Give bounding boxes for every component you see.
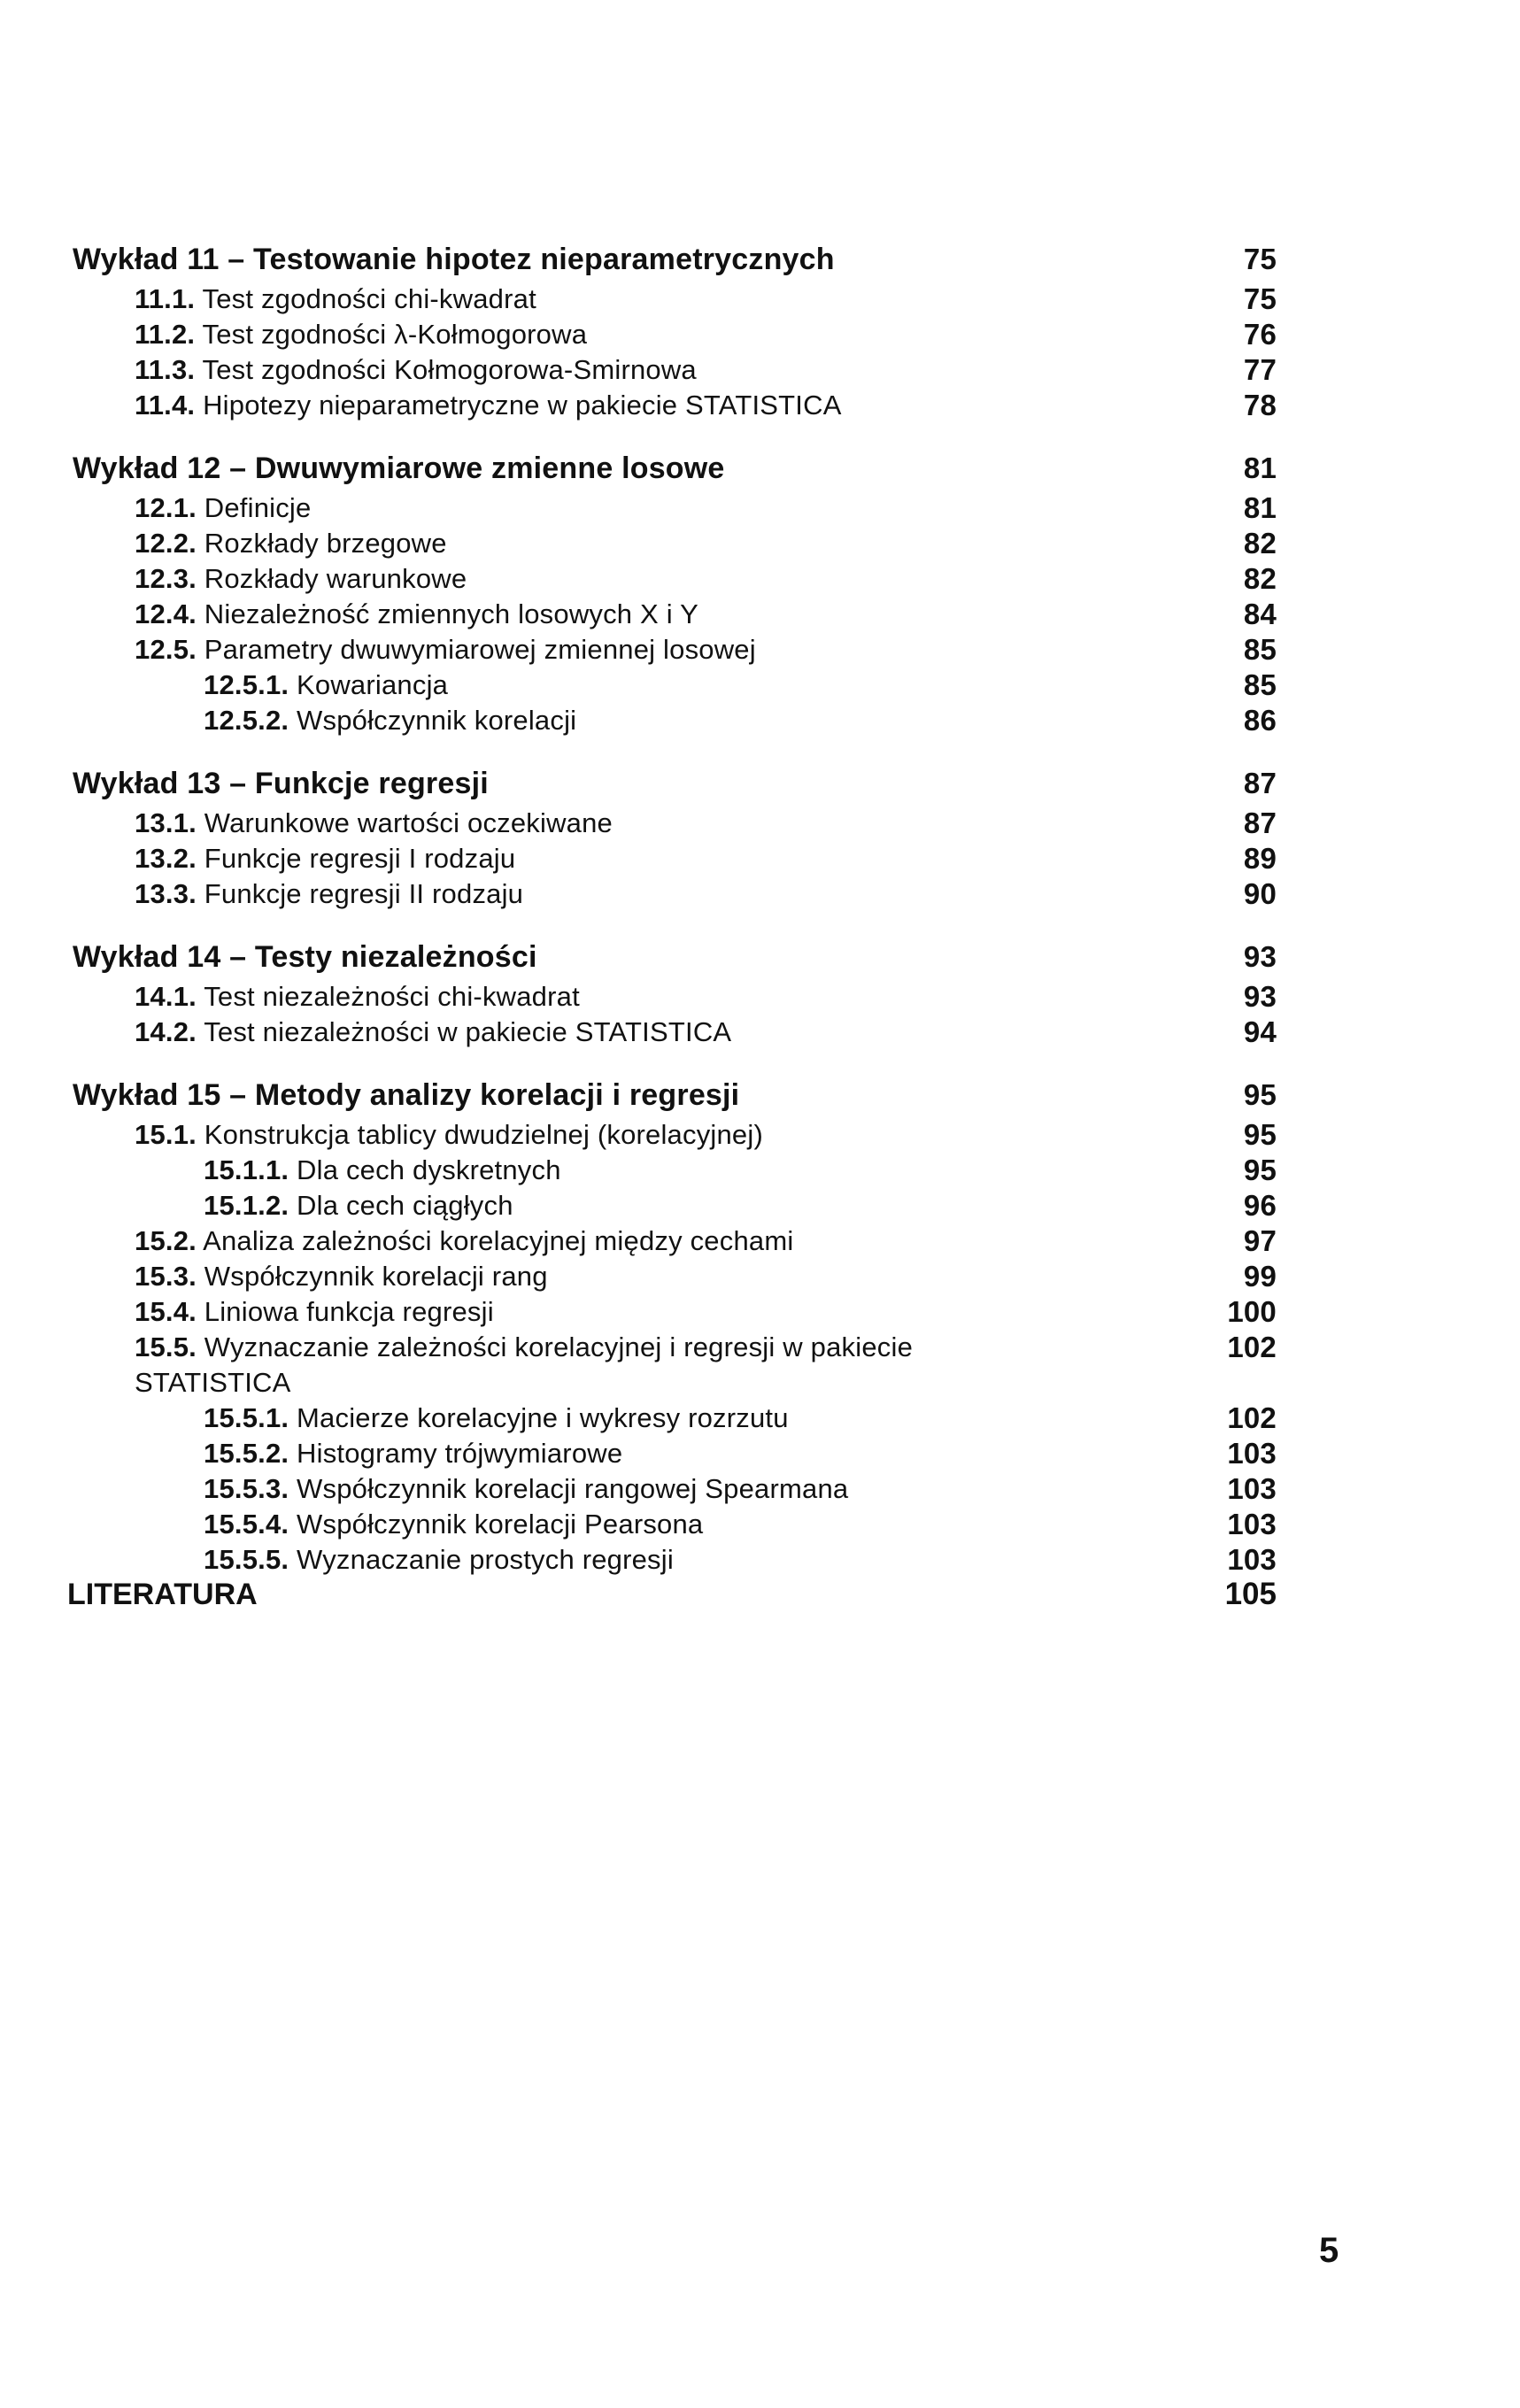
toc-entry-number: 12.5. <box>135 634 197 665</box>
toc-section <box>73 388 1277 423</box>
toc-subsection <box>73 1401 1277 1436</box>
toc-entry-title: Test niezależności chi-kwadrat <box>204 981 580 1012</box>
lecture-page: 93 <box>1243 940 1277 973</box>
toc-section <box>73 1294 1277 1330</box>
toc-entry-text <box>135 1330 1038 1401</box>
table-of-contents <box>73 237 1277 1601</box>
toc-lecture-heading <box>73 935 1277 979</box>
toc-entry-number: 15.5.2. <box>204 1438 289 1469</box>
toc-entry-title: Rozkłady brzegowe <box>204 528 447 559</box>
toc-entry-number: 13.2. <box>135 843 197 874</box>
lecture-title: Wykład 13 – Funkcje regresji <box>73 767 489 800</box>
toc-entry-text <box>135 979 580 1015</box>
toc-entry-page: 96 <box>1243 1189 1277 1222</box>
toc-entry-page: 86 <box>1243 704 1277 737</box>
toc-section <box>73 1015 1277 1050</box>
toc-section <box>73 1117 1277 1153</box>
toc-entry-page: 100 <box>1227 1295 1277 1328</box>
toc-entry-title: Hipotezy nieparametryczne w pakiecie STATISTICA <box>203 390 842 421</box>
toc-entry-title: Współczynnik korelacji <box>297 705 577 736</box>
toc-section <box>73 841 1277 876</box>
toc-entry-page: 102 <box>1227 1401 1277 1434</box>
toc-entry-number: 12.3. <box>135 563 197 594</box>
toc-lecture-block <box>73 935 1277 1050</box>
toc-entry-title: Współczynnik korelacji rangowej Spearmana <box>297 1473 849 1504</box>
toc-entry-page: 77 <box>1243 353 1277 386</box>
toc-entry-page: 76 <box>1243 318 1277 351</box>
toc-entry-number: 11.3. <box>135 354 196 385</box>
toc-entry-text <box>135 841 515 876</box>
toc-subsection <box>73 703 1277 738</box>
toc-entry-title: Test niezależności w pakiecie STATISTICA <box>204 1016 732 1047</box>
toc-entry-text <box>135 876 523 912</box>
toc-entry-text <box>204 1436 622 1471</box>
toc-lecture-block <box>73 446 1277 738</box>
toc-section <box>73 561 1277 597</box>
toc-section <box>73 352 1277 388</box>
toc-entry-page: 90 <box>1243 877 1277 910</box>
toc-section <box>73 1223 1277 1259</box>
toc-subsection <box>73 1188 1277 1223</box>
toc-entry-title: Histogramy trójwymiarowe <box>297 1438 623 1469</box>
lecture-page: 81 <box>1243 452 1277 484</box>
toc-section <box>73 979 1277 1015</box>
toc-lecture-block <box>73 1073 1277 1578</box>
toc-entry-page: 95 <box>1243 1154 1277 1186</box>
toc-subsection <box>73 1507 1277 1542</box>
toc-entry-title: Warunkowe wartości oczekiwane <box>204 807 613 838</box>
toc-entry-page: 89 <box>1243 842 1277 875</box>
toc-entry-number: 11.2. <box>135 319 196 350</box>
toc-entry-title: Współczynnik korelacji rang <box>204 1261 548 1292</box>
lecture-title: Wykład 14 – Testy niezależności <box>73 940 537 974</box>
toc-entry-title: Funkcje regresji II rodzaju <box>204 878 524 909</box>
toc-entry-text <box>135 526 447 561</box>
toc-entry-number: 11.4. <box>135 390 196 421</box>
toc-entry-page: 102 <box>1227 1331 1277 1363</box>
toc-entry-number: 12.1. <box>135 492 197 523</box>
toc-entry-page: 85 <box>1243 633 1277 666</box>
toc-entry-number: 15.5.4. <box>204 1509 289 1540</box>
toc-entry-number: 12.5.2. <box>204 705 289 736</box>
toc-section <box>73 597 1277 632</box>
toc-entry-title: Test zgodności chi-kwadrat <box>202 283 536 314</box>
toc-entry-text <box>135 352 697 388</box>
toc-entry-text <box>135 388 842 423</box>
toc-entry-page: 87 <box>1243 807 1277 839</box>
toc-entry-number: 13.1. <box>135 807 197 838</box>
toc-section <box>73 876 1277 912</box>
toc-entry-title: Dla cech ciągłych <box>297 1190 513 1221</box>
toc-entry-number: 15.4. <box>135 1296 197 1327</box>
toc-entry-literature <box>67 1571 1277 1617</box>
toc-entry-page: 85 <box>1243 668 1277 701</box>
toc-section <box>73 526 1277 561</box>
toc-entry-number: 15.2. <box>135 1225 197 1256</box>
toc-entry-text <box>204 1507 703 1542</box>
toc-section <box>73 1330 1277 1401</box>
toc-entry-title: Kowariancja <box>297 669 449 700</box>
toc-entry-page: 78 <box>1243 389 1277 421</box>
toc-entry-page: 75 <box>1243 282 1277 315</box>
toc-subsection <box>73 668 1277 703</box>
toc-entry-title: Analiza zależności korelacyjnej między cechami <box>203 1225 794 1256</box>
toc-entry-title: Dla cech dyskretnych <box>297 1154 561 1185</box>
toc-section <box>73 806 1277 841</box>
toc-section <box>73 317 1277 352</box>
toc-entry-page: 93 <box>1243 980 1277 1013</box>
toc-section <box>73 490 1277 526</box>
lecture-title: Wykład 12 – Dwuwymiarowe zmienne losowe <box>73 452 725 485</box>
toc-entry-title: Wyznaczanie prostych regresji <box>297 1544 674 1575</box>
toc-lecture-heading <box>73 1073 1277 1117</box>
toc-entry-text <box>204 668 448 703</box>
toc-entry-number: 12.5.1. <box>204 669 289 700</box>
toc-entry-text <box>135 806 613 841</box>
toc-entry-number: 15.5.5. <box>204 1544 289 1575</box>
toc-entry-text <box>135 561 467 597</box>
toc-entry-title: Test zgodności λ-Kołmogorowa <box>202 319 588 350</box>
toc-entry-text <box>204 1153 561 1188</box>
toc-entry-text <box>135 490 311 526</box>
toc-entry-page: 97 <box>1243 1224 1277 1257</box>
lecture-page: 75 <box>1243 243 1277 275</box>
toc-lecture-heading <box>73 237 1277 282</box>
toc-lecture-heading <box>73 446 1277 490</box>
toc-entry-text <box>204 703 576 738</box>
toc-entry-number: 15.5. <box>135 1331 197 1362</box>
toc-entry-text <box>135 1015 731 1050</box>
toc-entry-page: 103 <box>1227 1437 1277 1470</box>
toc-entry-text <box>204 1401 789 1436</box>
toc-entry-text <box>204 1471 848 1507</box>
toc-entry-text <box>135 632 756 668</box>
lecture-title: Wykład 15 – Metody analizy korelacji i regresji <box>73 1078 740 1112</box>
toc-entry-number: 11.1. <box>135 283 196 314</box>
toc-entry-number: 15.1.2. <box>204 1190 289 1221</box>
toc-entry-number: 14.2. <box>135 1016 197 1047</box>
toc-entry-title: Test zgodności Kołmogorowa-Smirnowa <box>202 354 697 385</box>
toc-entry-title: Definicje <box>204 492 312 523</box>
toc-entry-number: 13.3. <box>135 878 197 909</box>
toc-entry-number: 14.1. <box>135 981 197 1012</box>
toc-subsection <box>73 1153 1277 1188</box>
toc-entry-title: Konstrukcja tablicy dwudzielnej (korelacyjnej) <box>204 1119 763 1150</box>
toc-entry-text <box>135 1223 793 1259</box>
toc-subsection <box>73 1436 1277 1471</box>
toc-entry-number: 15.1. <box>135 1119 197 1150</box>
toc-entry-title: Funkcje regresji I rodzaju <box>204 843 516 874</box>
toc-entry-page: 99 <box>1243 1260 1277 1293</box>
literature-page: 105 <box>1224 1577 1277 1611</box>
toc-entry-page: 95 <box>1243 1118 1277 1151</box>
page-number: 5 <box>1319 2231 1339 2270</box>
toc-entry-text <box>135 1294 494 1330</box>
literature-title: LITERATURA <box>67 1578 258 1611</box>
toc-entry-number: 15.3. <box>135 1261 197 1292</box>
toc-lecture-heading <box>73 761 1277 806</box>
toc-entry-text <box>135 317 587 352</box>
toc-entry-number: 15.5.1. <box>204 1402 289 1433</box>
toc-entry-title: Współczynnik korelacji Pearsona <box>297 1509 704 1540</box>
toc-subsection <box>73 1471 1277 1507</box>
toc-entry-page: 82 <box>1243 562 1277 595</box>
toc-entry-page: 84 <box>1243 598 1277 630</box>
toc-entry-title: Macierze korelacyjne i wykresy rozrzutu <box>297 1402 789 1433</box>
toc-entry-page: 82 <box>1243 527 1277 560</box>
toc-entry-title: Rozkłady warunkowe <box>204 563 467 594</box>
toc-entry-page: 103 <box>1227 1543 1277 1576</box>
toc-entry-title: Parametry dwuwymiarowej zmiennej losowej <box>204 634 756 665</box>
toc-lecture-block <box>73 761 1277 912</box>
lecture-title: Wykład 11 – Testowanie hipotez nieparametrycznych <box>73 243 835 276</box>
toc-entry-number: 15.1.1. <box>204 1154 289 1185</box>
toc-entry-text <box>135 597 698 632</box>
toc-entry-number: 12.4. <box>135 598 197 629</box>
toc-entry-text <box>135 282 536 317</box>
toc-entry-text <box>204 1188 513 1223</box>
lecture-page: 95 <box>1243 1078 1277 1111</box>
toc-entry-number: 12.2. <box>135 528 197 559</box>
toc-lecture-block <box>73 237 1277 423</box>
toc-entry-text <box>135 1117 763 1153</box>
toc-entry-title: Wyznaczanie zależności korelacyjnej i regresji w pakiecie STATISTICA <box>135 1331 914 1398</box>
toc-section <box>73 1259 1277 1294</box>
toc-entry-page: 94 <box>1243 1015 1277 1048</box>
lecture-page: 87 <box>1243 767 1277 799</box>
toc-entry-page: 103 <box>1227 1508 1277 1540</box>
toc-entry-page: 81 <box>1243 491 1277 524</box>
toc-entry-page: 103 <box>1227 1472 1277 1505</box>
toc-entry-text <box>135 1259 548 1294</box>
toc-section <box>73 632 1277 668</box>
toc-section <box>73 282 1277 317</box>
toc-entry-title: Liniowa funkcja regresji <box>204 1296 494 1327</box>
toc-entry-number: 15.5.3. <box>204 1473 289 1504</box>
toc-entry-title: Niezależność zmiennych losowych X i Y <box>204 598 698 629</box>
